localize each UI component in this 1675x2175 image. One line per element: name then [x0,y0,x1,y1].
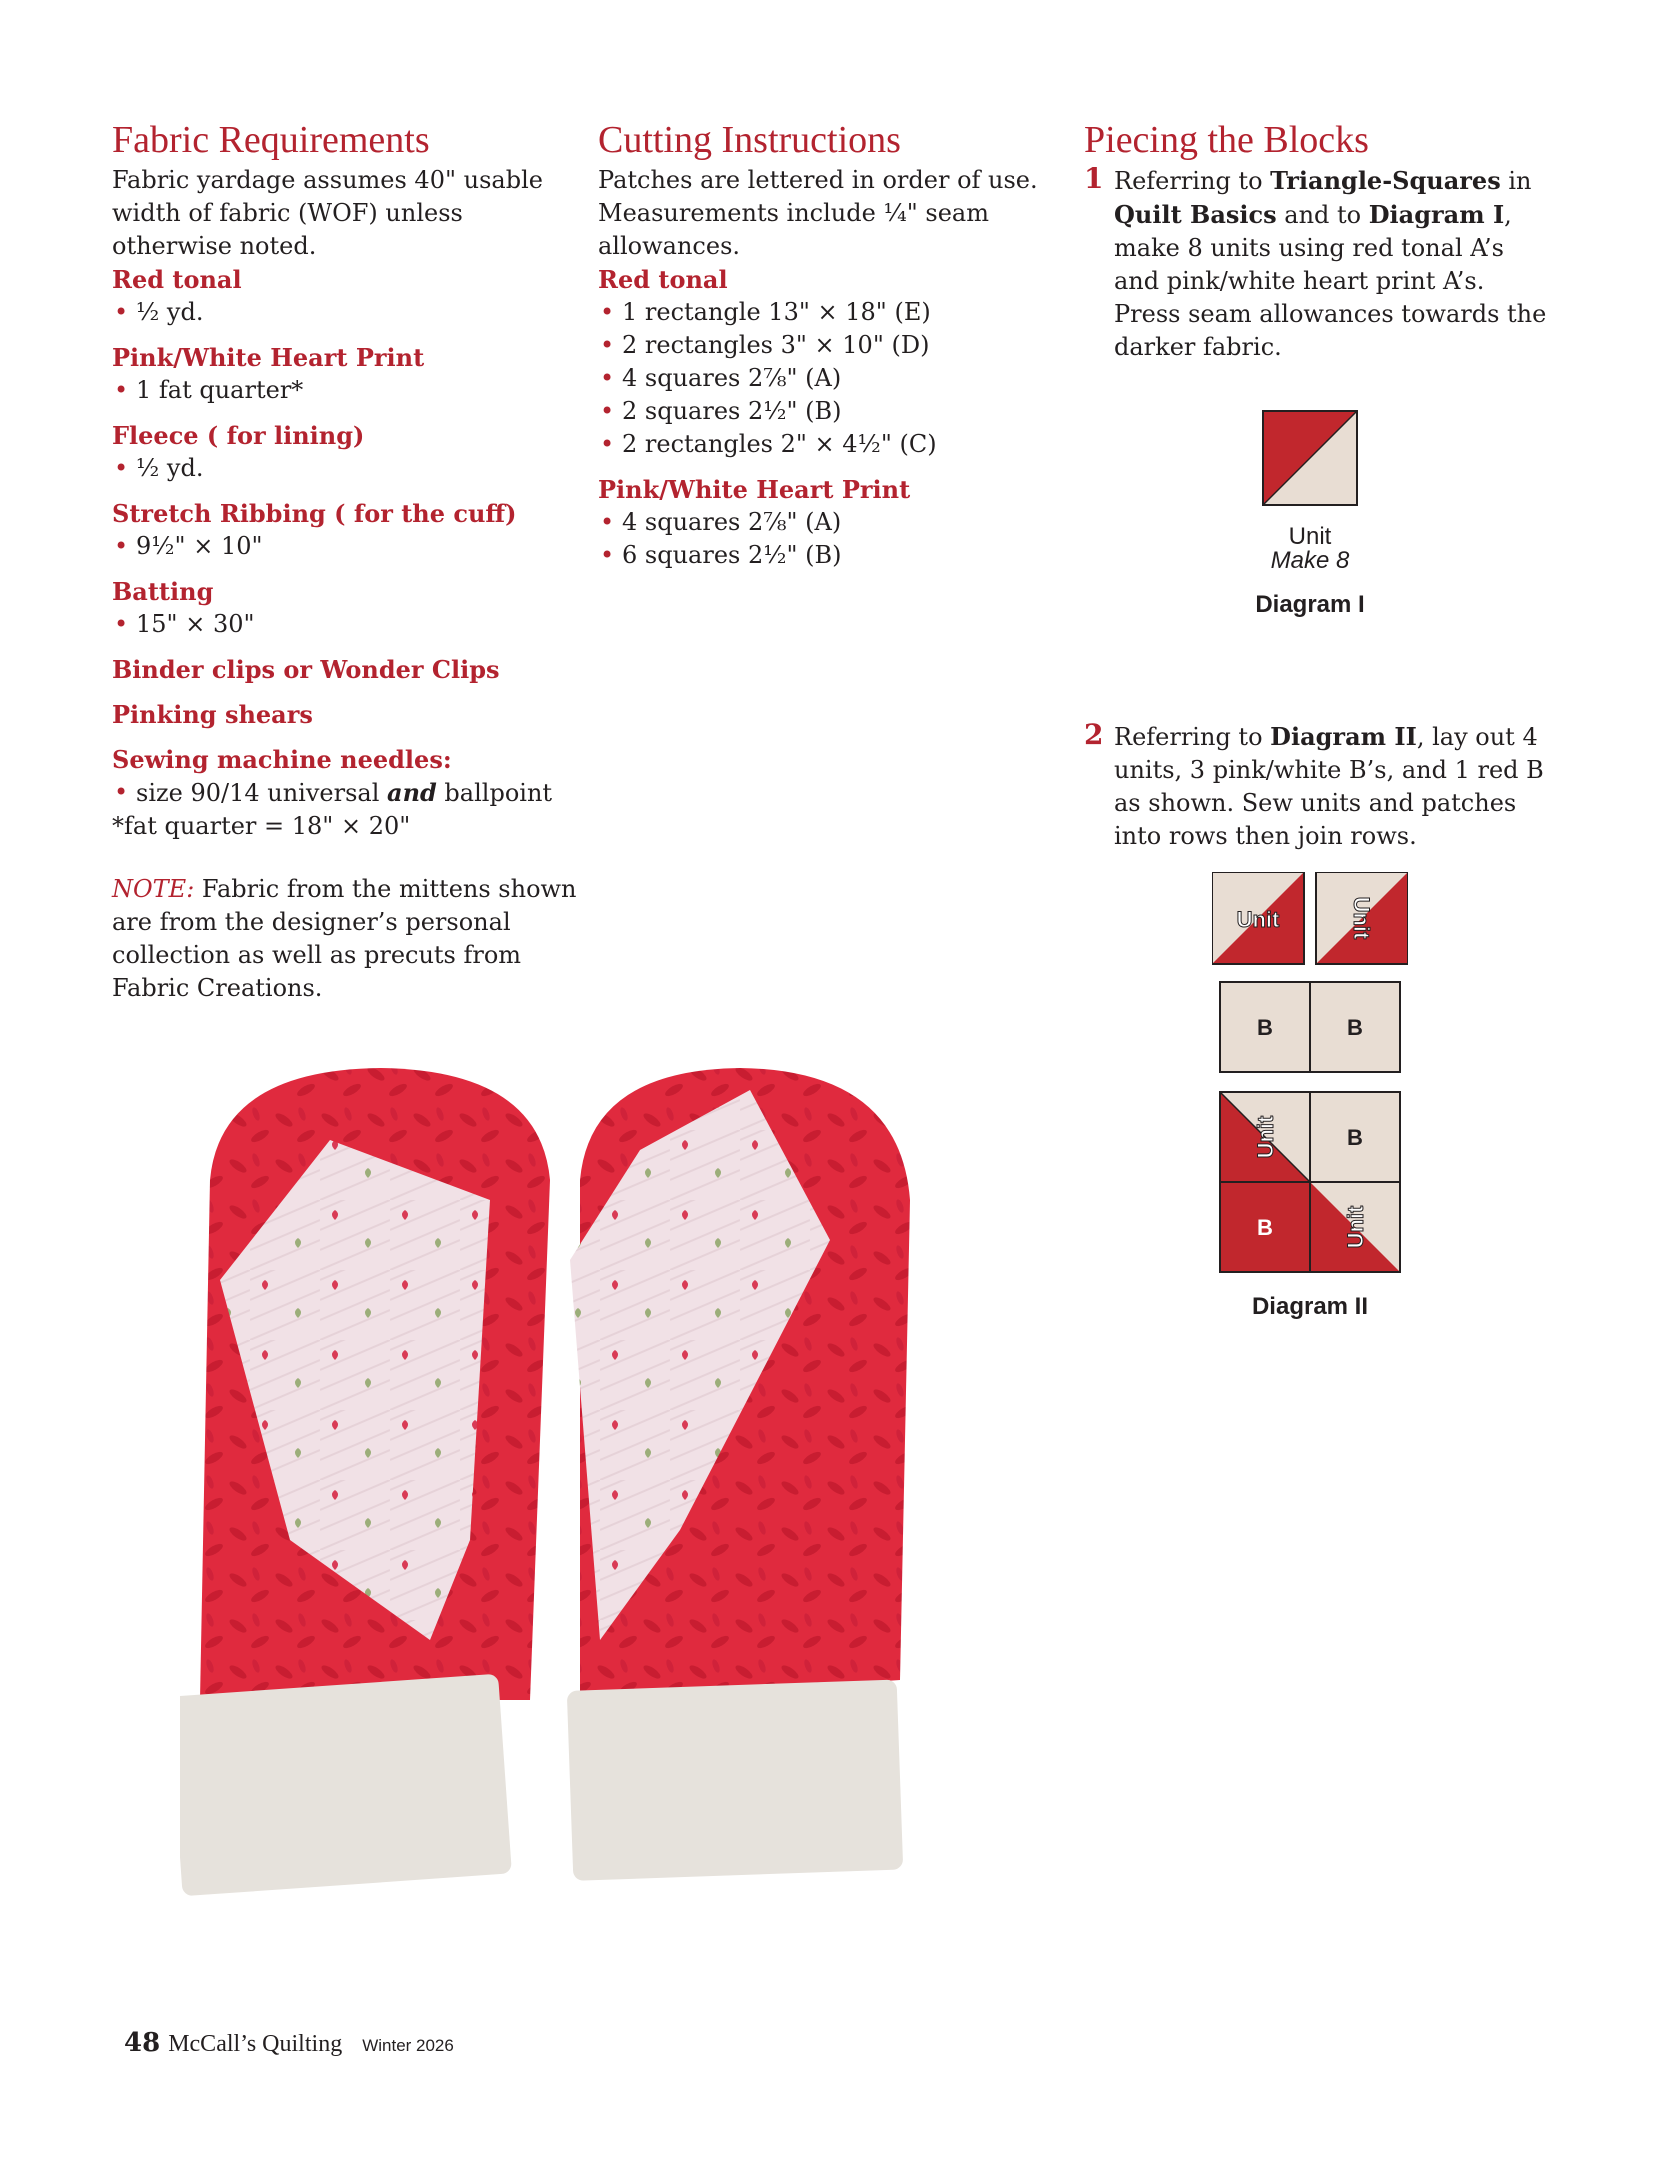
cutting-item: • 4 squares 2⅞" (A) [598,362,1068,395]
page-number: 48 [124,2028,161,2058]
note-paragraph [112,873,582,1005]
cutting-label-pink-white: Pink/White Heart Print [598,475,911,504]
cutting-instructions-heading: Cutting Instructions [598,119,901,161]
cutting-group-red-tonal [598,263,1068,461]
step-2-text: , lay out 4 units, 3 pink/white B’s, and 1 red B as shown. Sew units and patches into rows then join rows. [1114,723,1544,850]
diagram-ii-b-row [1220,982,1400,1072]
b-label: B [1347,1015,1363,1040]
step-1-text: Referring to [1114,167,1271,195]
piecing-heading: Piecing the Blocks [1084,119,1369,161]
b-label: B [1347,1125,1363,1150]
cutting-group-pink-white [598,473,1068,572]
piecing-step-2 [1084,720,1554,853]
fat-quarter-footnote: *fat quarter = 18" × 20" [112,812,411,840]
fabric-label-fleece: Fleece ( for lining) [112,421,365,450]
fabric-requirements-section [112,118,582,1005]
note-label: NOTE: [112,875,195,903]
step-1-text: , make 8 units using red tonal A’s and pink/white heart print A’s. Press seam allowances towards the darker fabric. [1114,201,1547,361]
step-1-bold-quilt-basics: Quilt Basics [1114,200,1277,229]
step-1-text: and to [1276,201,1369,229]
fabric-group-pink-white [112,341,582,407]
cutting-item: • 2 squares 2½" (B) [598,395,1068,428]
magazine-name: McCall’s Quilting [168,2031,343,2057]
fabric-group-ribbing [112,497,582,563]
unit-label: Unit [1236,907,1280,932]
cutting-item: • 1 rectangle 13" × 18" (E) [598,296,1068,329]
issue-label: Winter 2026 [362,2036,454,2055]
diagram-ii-unit-top-left [1212,872,1304,964]
fabric-requirements-heading: Fabric Requirements [112,119,430,161]
b-label: B [1257,1015,1273,1040]
fabric-group-red-tonal [112,263,582,329]
fabric-item-pink-white: • 1 fat quarter* [112,374,582,407]
diagram-ii-unit-top-right [1316,872,1408,964]
cutting-item: • 4 squares 2⅞" (A) [598,506,1068,539]
mittens-photo [180,1060,1040,2020]
unit-label: Unit [1349,896,1374,940]
cutting-instructions-section [598,118,1068,572]
diagram-ii-layout [1212,872,1408,1282]
cutting-intro: Patches are lettered in order of use. Measurements include ¼" seam allowances. [598,166,1038,260]
pinking-shears-label: Pinking shears [112,700,313,729]
fabric-group-fleece [112,419,582,485]
step-2-bold-diagram-ii: Diagram II [1270,722,1417,751]
diagram-ii-bottom-block [1220,1092,1400,1272]
cutting-item: • 2 rectangles 2" × 4½" (C) [598,428,1068,461]
step-2-number: 2 [1084,718,1104,751]
needles-label: Sewing machine needles: [112,745,452,774]
unit-label: Unit [1253,1115,1278,1159]
fabric-item-fleece: • ½ yd. [112,452,582,485]
cutting-item: • 6 squares 2½" (B) [598,539,1068,572]
step-1-bold-triangle-squares: Triangle-Squares [1270,166,1501,195]
page-footer [124,2028,454,2058]
right-mitten [567,1068,910,1881]
cutting-item: • 2 rectangles 3" × 10" (D) [598,329,1068,362]
piecing-step-1 [1084,164,1554,364]
needles-item-text-end: ballpoint [436,779,553,807]
fabric-intro: Fabric yardage assumes 40" usable width of fabric (WOF) unless otherwise noted. [112,166,543,260]
cutting-label-red-tonal: Red tonal [598,265,728,294]
fabric-item-ribbing: • 9½" × 10" [112,530,582,563]
needles-item-text: size 90/14 universal [136,779,388,807]
step-1-bold-diagram-i: Diagram I [1368,200,1505,229]
diagram-ii-caption: Diagram II [1251,1293,1369,1320]
b-label: B [1257,1215,1273,1240]
step-2-text: Referring to [1114,723,1271,751]
fabric-label-red-tonal: Red tonal [112,265,242,294]
diagram-i-caption: Diagram I [1255,591,1365,618]
fabric-label-batting: Batting [112,577,214,606]
needles-item [112,776,582,810]
diagram-i-unit-square [1262,410,1358,506]
fabric-item-red-tonal: • ½ yd. [112,296,582,329]
fabric-label-ribbing: Stretch Ribbing ( for the cuff) [112,499,517,528]
diagram-i-make-label: Make 8 [1270,547,1350,574]
binder-clips-label: Binder clips or Wonder Clips [112,655,500,684]
fabric-group-needles [112,743,582,810]
note-text: Fabric from the mittens shown are from the designer’s personal collection as well as precuts from Fabric Creations. [112,875,577,1002]
left-mitten [180,1068,550,1896]
fabric-item-batting: • 15" × 30" [112,608,582,641]
needles-item-emphasis: and [387,778,437,807]
unit-label: Unit [1343,1205,1368,1249]
fabric-label-pink-white: Pink/White Heart Print [112,343,425,372]
diagram-i-caption-block [1200,525,1420,617]
diagram-i-unit-label: Unit [1288,523,1332,550]
step-1-number: 1 [1084,162,1104,195]
fabric-group-batting [112,575,582,641]
step-1-text: in [1500,167,1532,195]
